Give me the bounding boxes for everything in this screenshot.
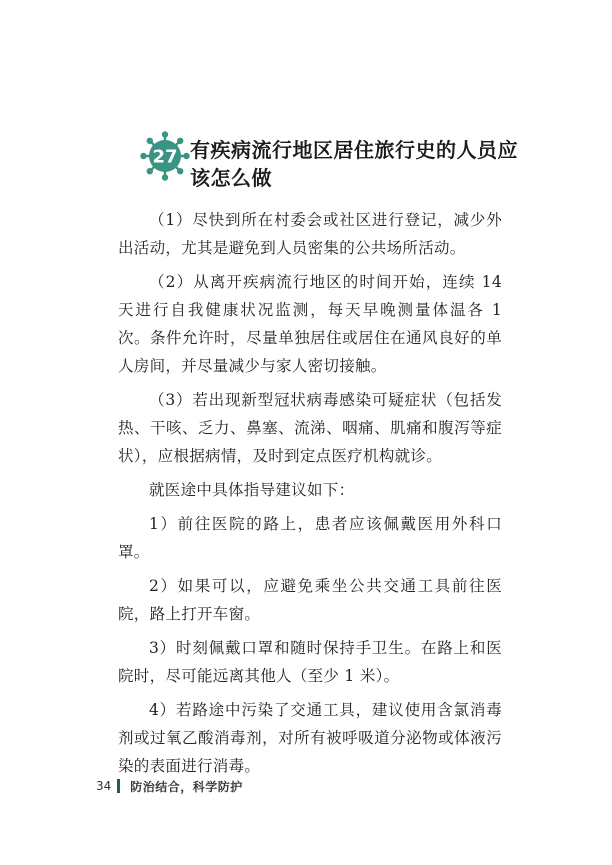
section-title: 有疾病流行地区居住旅行史的人员应该怎么做 bbox=[190, 138, 518, 190]
paragraph: 1）前往医院的路上，患者应该佩戴医用外科口罩。 bbox=[118, 515, 502, 561]
paragraph: 就医途中具体指导建议如下： bbox=[149, 481, 355, 499]
book-title: 防治结合，科学防护 bbox=[130, 779, 243, 794]
paragraph: 4）若路途中污染了交通工具，建议使用含氯消毒剂或过氧乙酸消毒剂，对所有被呼吸道分泌物或体液污染的表面进行消毒。 bbox=[118, 701, 502, 775]
virus-icon bbox=[140, 131, 190, 181]
body-text bbox=[118, 206, 502, 786]
section-number: 27 bbox=[152, 146, 178, 168]
paragraph: （3）若出现新型冠状病毒感染可疑症状（包括发热、干咳、乏力、鼻塞、流涕、咽痛、肌痛和腹泻等症状），应根据病情，及时到定点医疗机构就诊。 bbox=[118, 391, 502, 465]
page-footer bbox=[96, 776, 243, 796]
paragraph: 2）如果可以，应避免乘坐公共交通工具前往医院，路上打开车窗。 bbox=[118, 577, 502, 623]
page-number: 34 bbox=[96, 779, 112, 793]
virus-number-badge bbox=[140, 131, 190, 181]
section-heading bbox=[140, 128, 540, 192]
footer-divider bbox=[117, 779, 120, 793]
paragraph: （2）从离开疾病流行地区的时间开始，连续 14 天进行自我健康状况监测，每天早晚测量体温各 1 次。条件允许时，尽量单独居住或居住在通风良好的单人房间，并尽量减少与家人密切接触。 bbox=[118, 273, 502, 375]
paragraph: （1）尽快到所在村委会或社区进行登记，减少外出活动，尤其是避免到人员密集的公共场所活动。 bbox=[118, 211, 502, 257]
paragraph: 3）时刻佩戴口罩和随时保持手卫生。在路上和医院时，尽可能远离其他人（至少 1 米）。 bbox=[118, 639, 502, 685]
